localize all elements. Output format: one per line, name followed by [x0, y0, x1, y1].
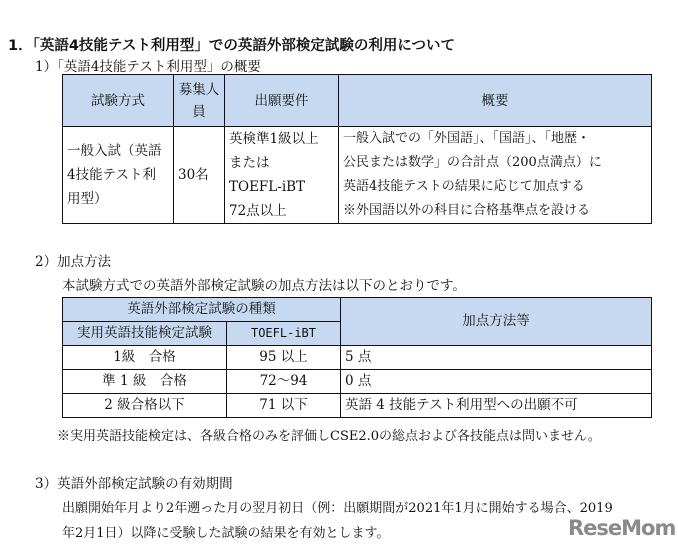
cell-toefl: 72～94: [227, 370, 341, 394]
header-capacity: 募集人員: [174, 75, 225, 127]
validity-line-2: 年2月1日）以降に受験した試験の結果を有効とします。: [62, 526, 390, 541]
cell-summary: [339, 127, 652, 224]
header-eiken: 実用英語技能検定試験: [63, 322, 227, 346]
resemom-logo: ReseMom: [568, 516, 676, 540]
req-line: または: [229, 155, 270, 171]
cell-capacity: 30名: [174, 127, 225, 224]
cell-points: 英語 4 技能テスト利用型への出願不可: [341, 394, 652, 418]
cell-eiken: 準 1 級 合格: [63, 370, 227, 394]
subsection-3-heading: 3）英語外部検定試験の有効期間: [35, 476, 233, 492]
cell-toefl: 71 以下: [227, 394, 341, 418]
cell-points: 0 点: [341, 370, 652, 394]
req-line: TOEFL-iBT: [229, 179, 306, 195]
eiken-note: ※実用英語技能検定は、各級合格のみを評価しCSE2.0の総点および各技能点は問いません。: [57, 429, 601, 444]
table-row: [63, 370, 652, 394]
cell-eiken: 1級 合格: [63, 346, 227, 370]
cell-method: 一般入試（英語4技能テスト利用型）: [63, 127, 174, 224]
summary-line: 公民または数学」の合計点（200点満点）に: [343, 155, 602, 170]
validity-line-1: 出願開始年月より2年遡った月の翌月初日（例：出願期間が2021年1月に開始する場合、2019: [62, 501, 613, 516]
header-test-types: 英語外部検定試験の種類: [63, 298, 341, 322]
overview-table: [62, 74, 652, 224]
section-title: 1．「英語4技能テスト利用型」での英語外部検定試験の利用について: [8, 38, 456, 54]
subsection-1-heading: 1）「英語4技能テスト利用型」の概要: [35, 59, 261, 75]
header-toefl: TOEFL-iBT: [227, 322, 341, 346]
cell-points: 5 点: [341, 346, 652, 370]
cell-toefl: 95 以上: [227, 346, 341, 370]
subsection-2-heading: 2）加点方法: [35, 254, 112, 270]
req-line: 英検準1級以上: [229, 131, 319, 147]
table-row: [63, 346, 652, 370]
summary-line: 英語4技能テストの結果に応じて加点する: [343, 179, 585, 194]
header-requirements: 出願要件: [225, 75, 339, 127]
cell-eiken: 2 級合格以下: [63, 394, 227, 418]
points-table: [62, 297, 652, 418]
summary-line: 一般入試での「外国語」、「国語」、「地歴・: [343, 131, 591, 146]
table-row: [63, 394, 652, 418]
req-line: 72点以上: [229, 203, 287, 219]
subsection-2-intro: 本試験方式での英語外部検定試験の加点方法は以下のとおりです。: [62, 278, 466, 294]
header-points-method: 加点方法等: [341, 298, 652, 346]
cell-requirements: [225, 127, 339, 224]
summary-line: ※外国語以外の科目に合格基準点を設ける: [343, 203, 591, 218]
header-method: 試験方式: [63, 75, 174, 127]
header-summary: 概要: [339, 75, 652, 127]
